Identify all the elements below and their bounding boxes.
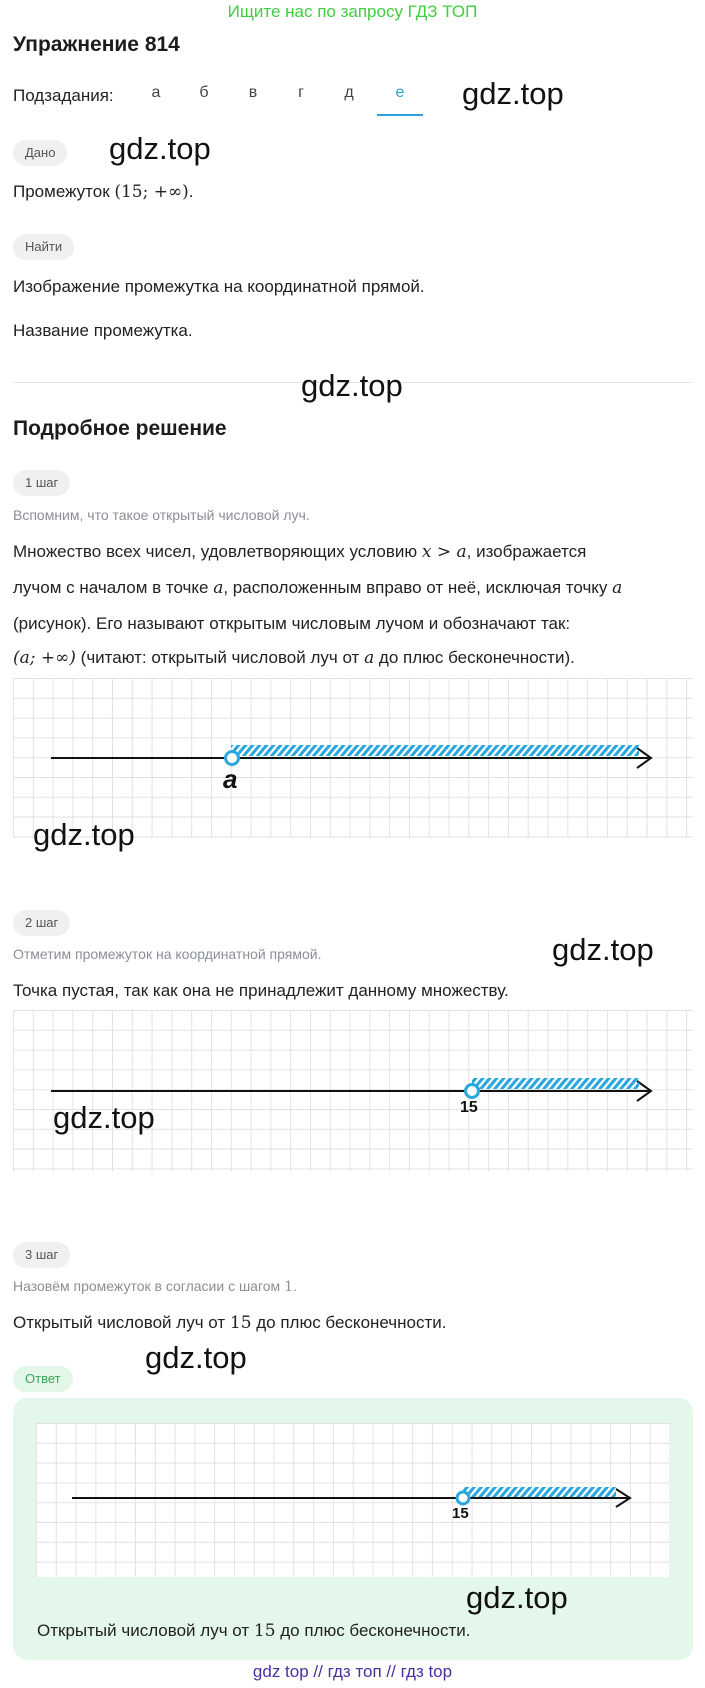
ray-hatching <box>231 745 639 756</box>
open-point <box>457 1492 469 1504</box>
point-label: 15 <box>460 1099 478 1116</box>
step-1-hint: Вспомним, что такое открытый числовой луч. <box>13 507 310 523</box>
step-2-text: Точка пустая, так как она не принадлежит данному множеству. <box>13 981 509 1000</box>
watermark: gdz.top <box>145 1340 247 1375</box>
step-1-paragraph-line-4: (a; +∞) (читают: открытый числовой луч от a до плюс бесконечности). <box>13 648 575 668</box>
answer-text: Открытый числовой луч от 15 до плюс бесконечности. <box>37 1621 471 1641</box>
answer-figure <box>36 1423 670 1577</box>
subtask-tab-g[interactable]: г <box>298 84 304 101</box>
solution-title: Подробное решение <box>13 417 227 440</box>
step-1-paragraph-line-1: Множество всех чисел, удовлетворяющих условию x > a, изображается <box>13 542 587 562</box>
subtasks-label: Подзадания: <box>13 86 114 105</box>
ray-hatching <box>463 1487 616 1497</box>
watermark: gdz.top <box>53 1100 155 1135</box>
step-2-hint: Отметим промежуток на координатной прямой. <box>13 946 322 962</box>
given-pill: Дано <box>13 140 67 166</box>
subtask-tab-d[interactable]: д <box>344 84 354 101</box>
step-2-figure <box>13 1010 693 1172</box>
answer-pill: Ответ <box>13 1366 73 1392</box>
step-3-text: Открытый числовой луч от 15 до плюс бесконечности. <box>13 1313 447 1333</box>
step-2-pill: 2 шаг <box>13 910 70 936</box>
point-label: a <box>223 764 238 794</box>
top-banner: Ищите нас по запросу ГДЗ ТОП <box>227 2 478 21</box>
ray-hatching <box>472 1078 639 1089</box>
step-3-hint: Назовём промежуток в согласии с шагом 1. <box>13 1278 297 1295</box>
subtask-tab-a[interactable]: а <box>151 84 161 101</box>
step-1-figure <box>13 678 693 838</box>
given-text: Промежуток (15; +∞). <box>13 182 194 202</box>
point-label: 15 <box>452 1505 469 1522</box>
watermark: gdz.top <box>301 368 403 403</box>
watermark: gdz.top <box>552 932 654 967</box>
watermark: gdz.top <box>33 817 135 852</box>
open-point <box>466 1085 479 1098</box>
subtask-tab-v[interactable]: в <box>248 84 258 101</box>
find-pill: Найти <box>13 234 74 260</box>
watermark: gdz.top <box>462 76 564 111</box>
step-1-paragraph-line-2: лучом с началом в точке a, расположенным вправо от неё, исключая точку a <box>13 578 623 598</box>
open-point <box>226 752 239 765</box>
subtask-tab-e-active[interactable]: е <box>377 84 423 116</box>
watermark: gdz.top <box>466 1580 568 1615</box>
step-1-pill: 1 шаг <box>13 470 70 496</box>
find-line-1: Изображение промежутка на координатной прямой. <box>13 277 425 296</box>
step-1-paragraph-line-3: (рисунок). Его называют открытым числовым лучом и обозначают так: <box>13 614 571 633</box>
footer-links[interactable]: gdz top // гдз топ // гдз top <box>252 1662 453 1681</box>
step-3-pill: 3 шаг <box>13 1242 70 1268</box>
find-line-2: Название промежутка. <box>13 321 193 340</box>
watermark: gdz.top <box>109 131 211 166</box>
subtask-tab-b[interactable]: б <box>199 84 209 101</box>
exercise-title: Упражнение 814 <box>13 33 180 56</box>
